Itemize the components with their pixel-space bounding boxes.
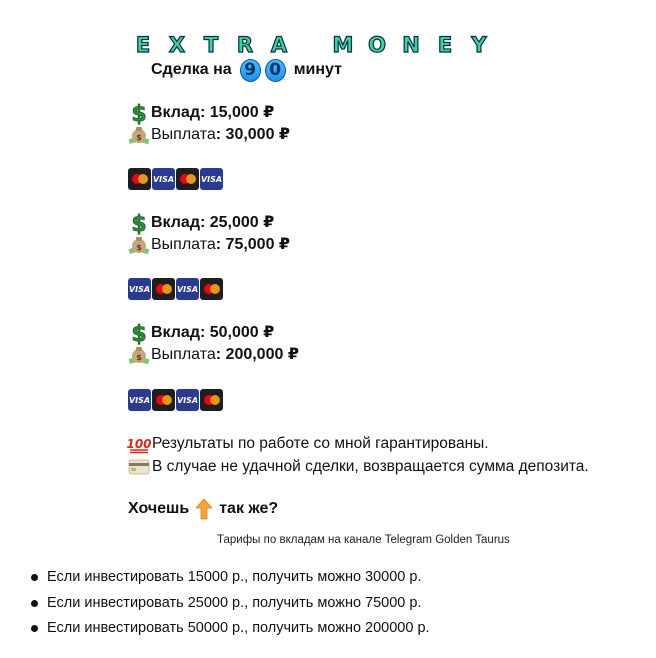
offer-block <box>128 322 299 366</box>
payout-amount: : 200,000 ₽ <box>215 346 299 363</box>
payout-label: Выплата <box>151 126 216 143</box>
visa-icon: VISA <box>176 389 199 411</box>
title-letter: M <box>332 33 354 57</box>
offer-block <box>128 102 290 146</box>
guarantee-text: Результаты по работе со мной гарантированы. <box>152 435 489 452</box>
mastercard-icon <box>152 278 175 300</box>
up-arrow-icon <box>195 498 213 520</box>
deposit-amount: Вклад: 25,000 ₽ <box>151 214 275 231</box>
svg-text:$: $ <box>131 212 147 237</box>
dollar-sign-icon <box>128 102 150 127</box>
title-letter: X <box>165 32 189 58</box>
call-to-action <box>128 497 278 521</box>
guarantee-note <box>128 432 589 478</box>
visa-icon: VISA <box>200 168 223 190</box>
deposit-amount: Вклад: 15,000 ₽ <box>151 104 275 121</box>
credit-card-icon <box>128 456 150 478</box>
money-bag-icon <box>128 344 150 366</box>
mastercard-icon <box>200 389 223 411</box>
mastercard-icon <box>200 278 223 300</box>
digit-nine: 9 <box>240 59 261 82</box>
title-letter: E <box>131 32 155 58</box>
title-letter: Y <box>467 32 491 58</box>
list-item: Если инвестировать 25000 р., получить можно 75000 р. <box>30 591 430 617</box>
list-item: Если инвестировать 50000 р., получить можно 200000 р. <box>30 616 430 642</box>
payout-row <box>128 344 299 366</box>
payout-amount: : 30,000 ₽ <box>215 126 291 143</box>
subtitle-prefix: Сделка на <box>151 61 232 78</box>
deal-duration <box>151 58 342 82</box>
title-letter: E <box>433 32 457 58</box>
title-letter: N <box>399 32 423 58</box>
title-letter: R <box>233 32 257 58</box>
refund-text: В случае не удачной сделки, возвращается сумма депозита. <box>152 458 589 475</box>
svg-text:100: 100 <box>126 436 152 451</box>
subtitle-suffix: минут <box>293 61 342 78</box>
visa-icon: VISA <box>176 278 199 300</box>
payment-methods <box>128 389 223 411</box>
refund-line <box>128 455 589 478</box>
svg-text:$: $ <box>136 243 142 252</box>
money-bag-icon <box>128 124 150 146</box>
mastercard-icon <box>128 168 151 190</box>
deposit-row <box>128 102 290 127</box>
list-item: Если инвестировать 15000 р., получить можно 30000 р. <box>30 565 430 591</box>
mastercard-icon <box>152 389 175 411</box>
svg-text:$: $ <box>136 133 142 142</box>
title-letter: A <box>267 32 291 58</box>
tariffs-caption: Тарифы по вкладам на канале Telegram Golden Taurus <box>217 534 510 546</box>
payout-amount: : 75,000 ₽ <box>215 236 291 253</box>
payout-row <box>128 234 290 256</box>
dollar-sign-icon <box>128 212 150 237</box>
title-letter: T <box>199 32 223 58</box>
deposit-amount: Вклад: 50,000 ₽ <box>151 324 275 341</box>
title-letter: O <box>365 32 389 58</box>
payment-methods <box>128 278 223 300</box>
investment-list <box>30 565 430 642</box>
question-after: так же? <box>219 500 279 517</box>
payment-methods <box>128 168 223 190</box>
offer-block <box>128 212 290 256</box>
payout-row <box>128 124 290 146</box>
svg-text:$: $ <box>131 102 147 127</box>
title-space <box>301 32 321 58</box>
visa-icon: VISA <box>152 168 175 190</box>
payout-label: Выплата <box>151 346 216 363</box>
money-bag-icon <box>128 234 150 256</box>
hundred-points-icon <box>128 433 150 455</box>
svg-text:$: $ <box>131 322 147 347</box>
visa-icon: VISA <box>128 389 151 411</box>
digit-zero: 0 <box>265 59 286 82</box>
extra-money-title <box>131 32 491 58</box>
guarantee-line <box>128 432 589 455</box>
dollar-sign-icon <box>128 322 150 347</box>
visa-icon: VISA <box>128 278 151 300</box>
deposit-row <box>128 212 290 237</box>
question-before: Хочешь <box>128 500 190 517</box>
mastercard-icon <box>176 168 199 190</box>
payout-label: Выплата <box>151 236 216 253</box>
deposit-row <box>128 322 299 347</box>
svg-text:$: $ <box>136 353 142 362</box>
